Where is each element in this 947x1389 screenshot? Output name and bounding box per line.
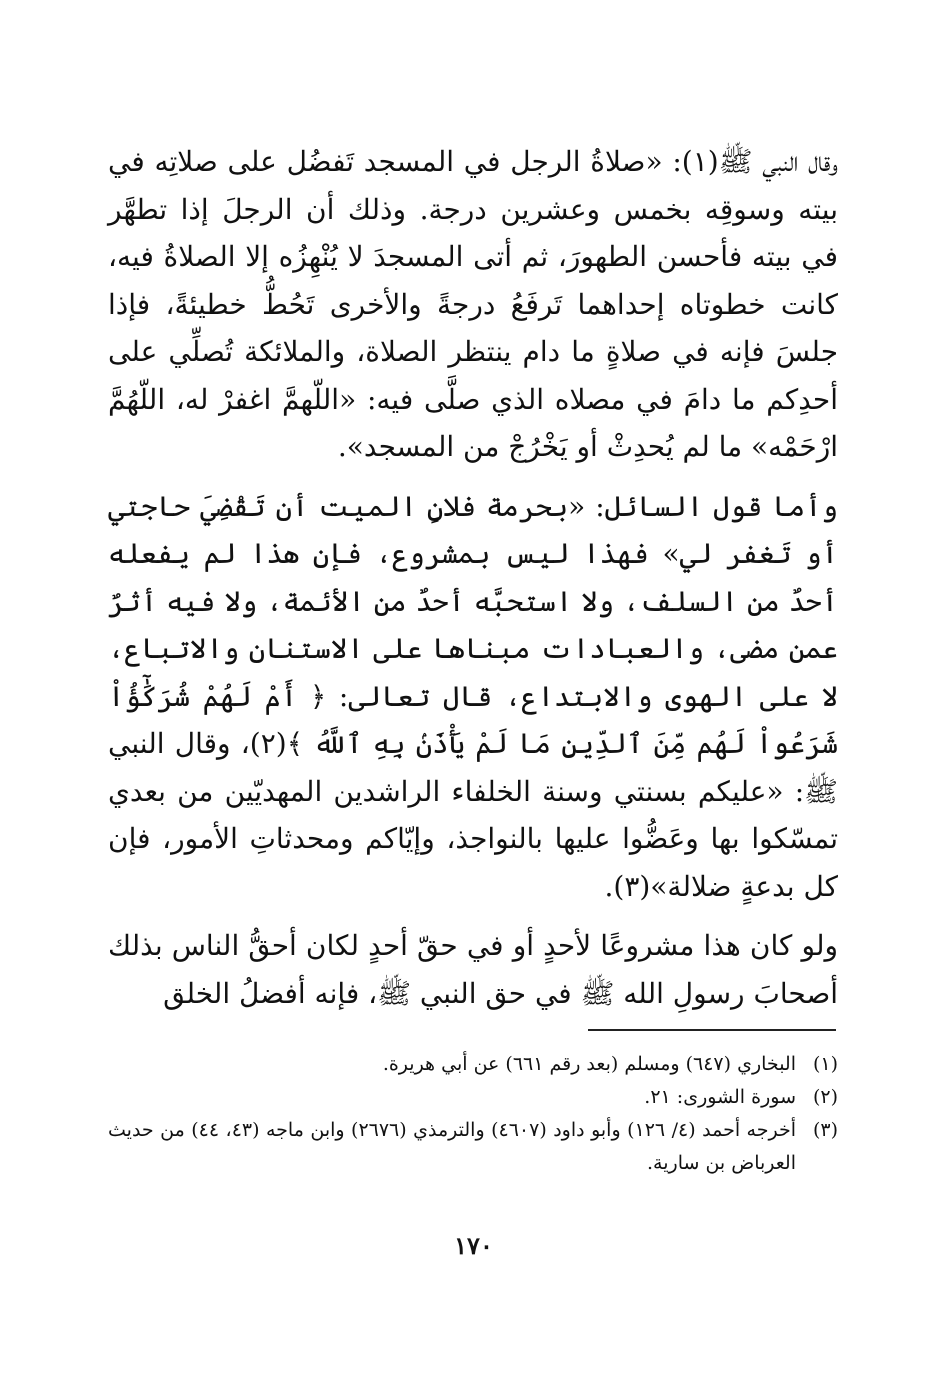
paragraph: ولو كان هذا مشروعًا لأحدٍ أو في حقّ أحدٍ لكان أحقُّ الناس بذلك أصحابَ رسولِ الله ﷺ في حق النبي ﷺ، فإنه أفضلُ الخلق [108,929,838,1010]
footnote-text: أخرجه أحمد (٤/ ١٢٦) وأبو داود (٤٦٠٧) والترمذي (٢٦٧٦) وابن ماجه (٤٣، ٤٤) من حديث العرباض بن سارية. [108,1119,796,1174]
footnote-text: البخاري (٦٤٧) ومسلم (بعد رقم ٦٦١) عن أبي هريرة. [382,1053,796,1075]
footnote [108,1114,838,1180]
footnote-text: سورة الشورى: ٢١. [644,1086,796,1108]
footnotes [108,1048,838,1180]
footnote [108,1048,838,1081]
main-text [108,138,838,1017]
footnote-divider [588,1029,836,1031]
paragraph: وأما قول السائل: «بحرمة فلانٍ الميت أن تَقْضِيَ حاجتي أو تَغفر لي» فهذا ليس بمشروع، فإن هذا لم يفعله أحدٌ من السلف، ولا استحبَّه أحدٌ من الأئمة، ولا فيه أثرٌ عمن مضى، والعبادات مبناها على الاستنان والاتباع، لا على الهوى والابتداع، قال تعالى: ﴿ أَمْ لَهُمْ شُرَكَٰٓؤُاْ شَرَعُواْ لَهُم مِّنَ ٱلدِّينِ مَا لَمْ يَأْذَنۢ بِهِ ٱللَّهُ ﴾(٢)، وقال النبي ﷺ: «عليكم بسنتي وسنة الخلفاء الراشدين المهديّين من بعدي تمسّكوا بها وعَضُّوا عليها بالنواجذ، وإيّاكم ومحدثاتِ الأمور، فإن كل بدعةٍ ضلالة»(٣). [108,489,838,903]
footnote [108,1081,838,1114]
paragraph: وقال النبي ﷺ(١): «صلاةُ الرجل في المسجد تَفضُل على صلاتِه في بيته وسوقِه بخمس وعشرين درجة. وذلك أن الرجلَ إذا تطهَّر في بيته فأحسن الطهورَ، ثم أتى المسجدَ لا يُنْهِزُه إلا الصلاةُ فيه، كانت خطوتاه إحداهما تَرفَعُ درجةً والأخرى تَحُطُّ خطيئةً، فإذا جلسَ فإنه في صلاةٍ ما دام ينتظر الصلاة، والملائكة تُصلِّي على أحدِكم ما دامَ في مصلاه الذي صلَّى فيه: «اللّهمَّ اغفرْ له، اللّهُمَّ ارْحَمْه» ما لم يُحدِثْ أو يَخْرُجْ من المسجد». [108,145,839,463]
footnote-number: (٢) [812,1086,838,1108]
page-number: ١٧٠ [454,1231,493,1260]
footnote-number: (٣) [812,1119,838,1141]
footnote-number: (١) [812,1053,838,1075]
